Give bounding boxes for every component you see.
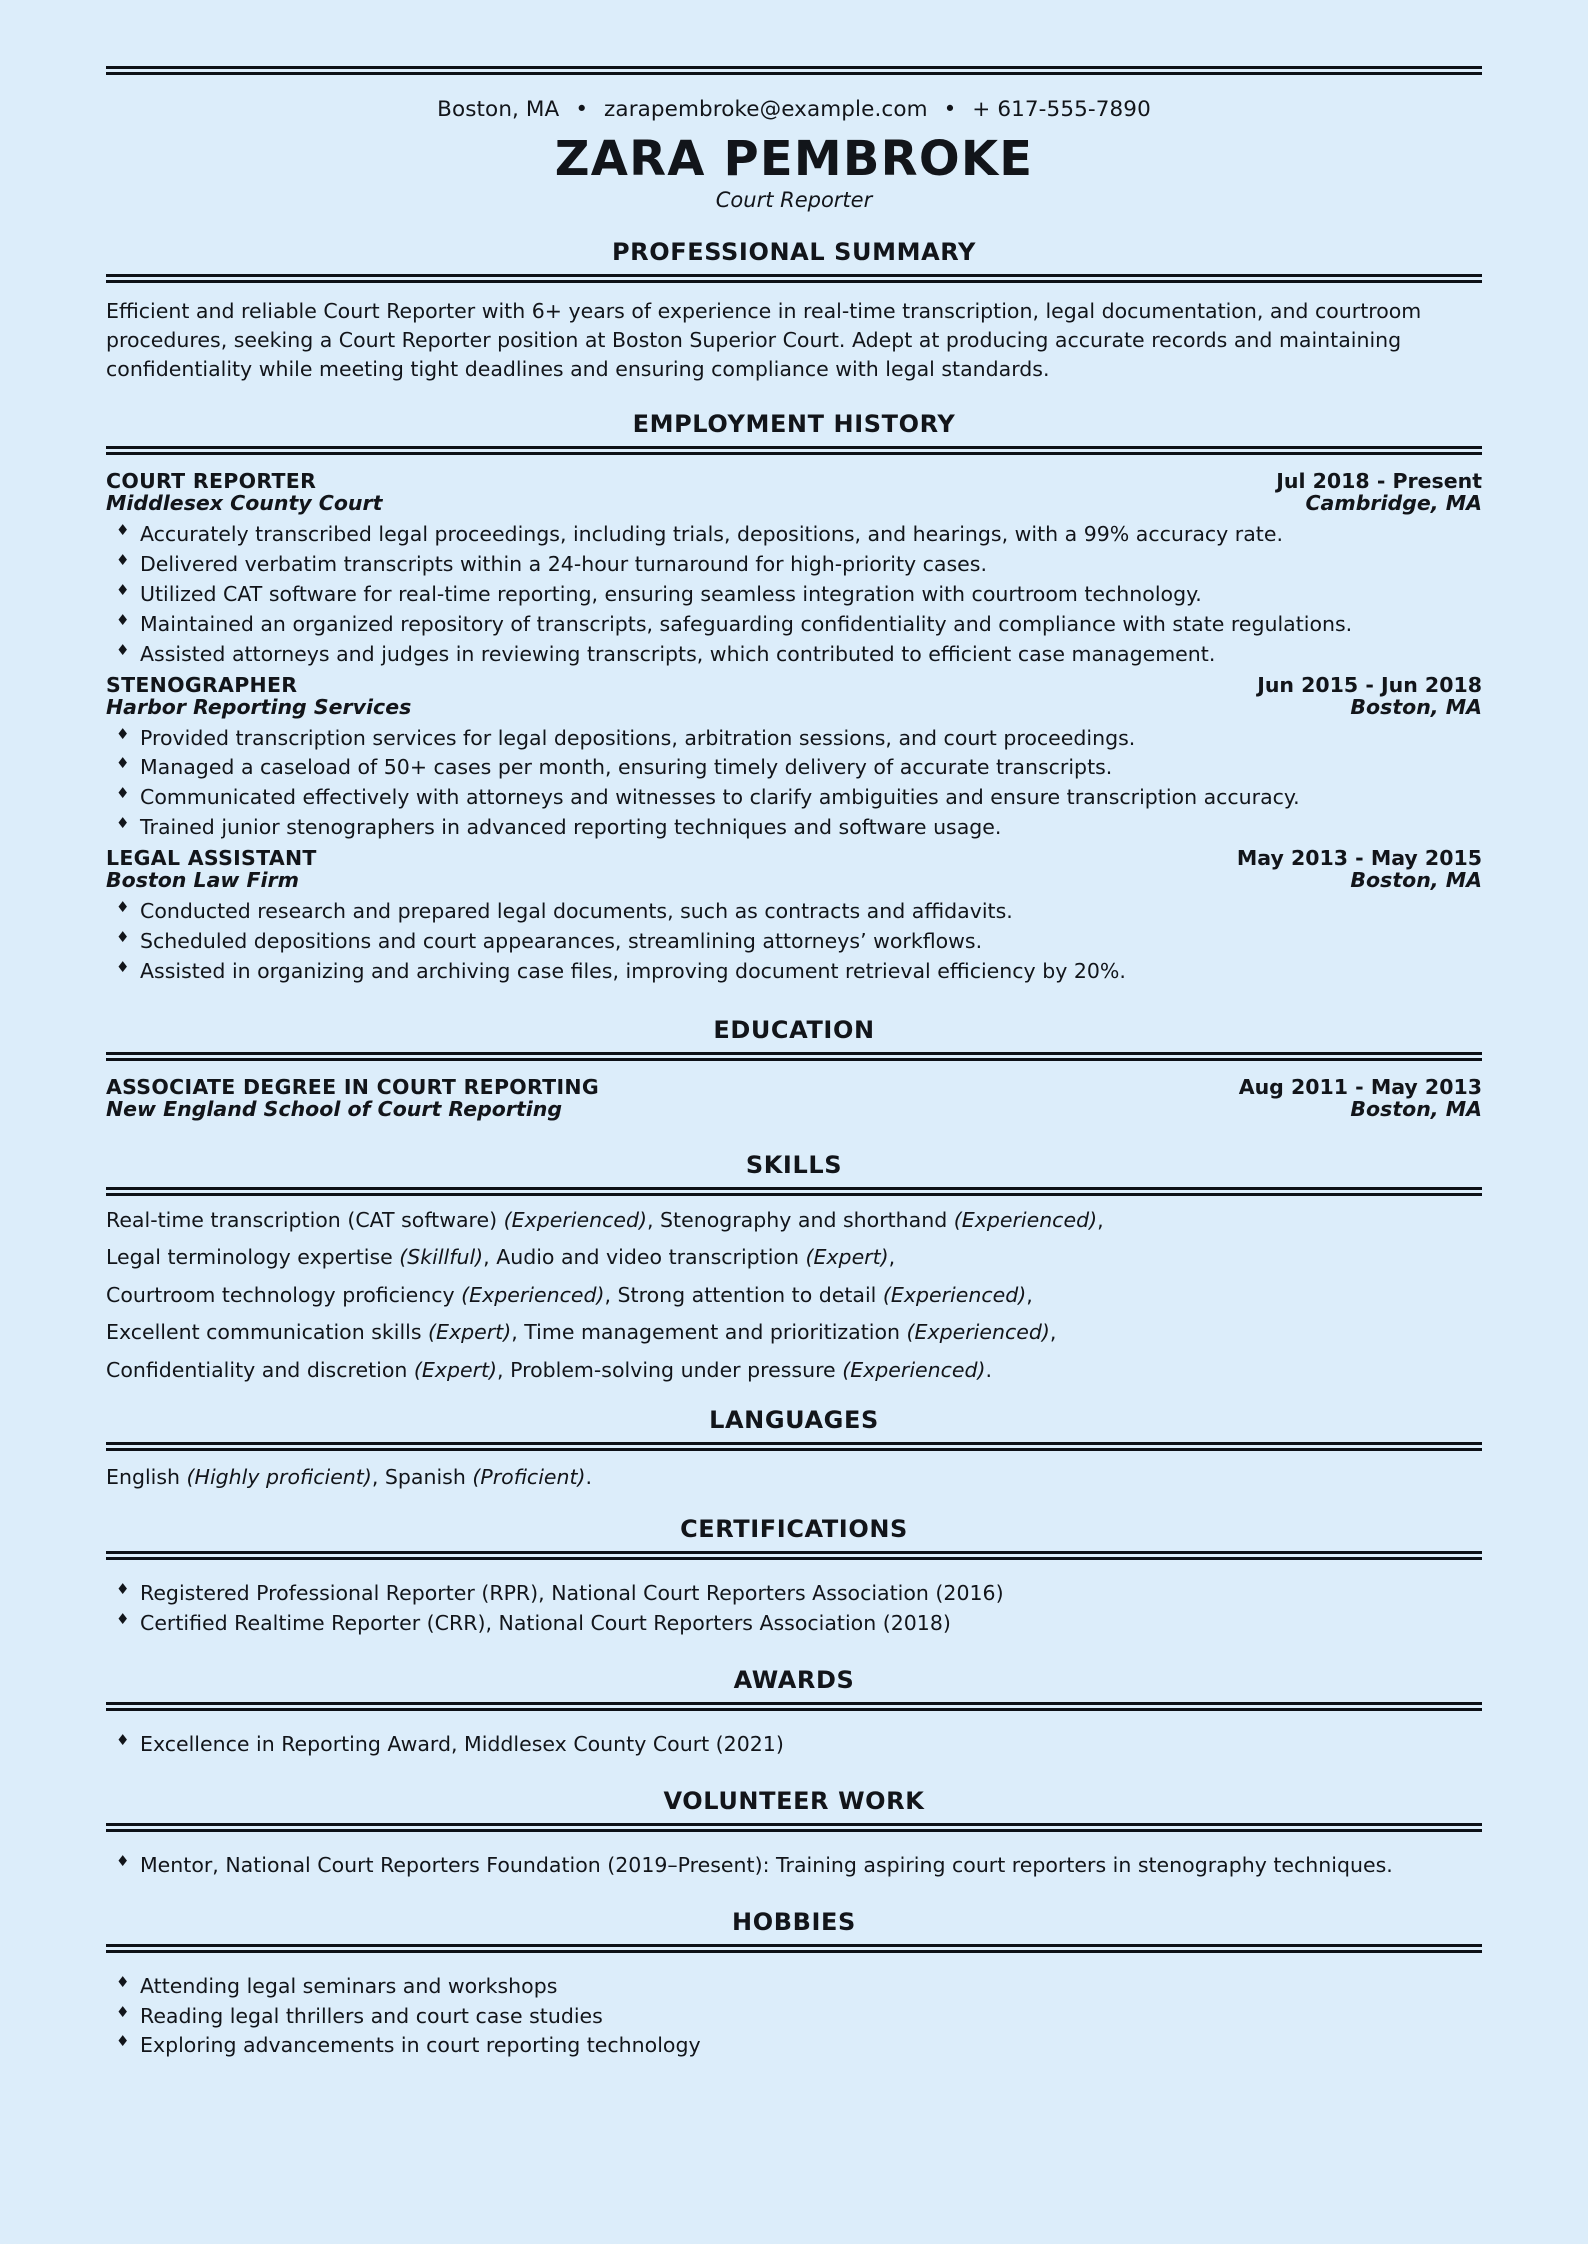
summary-section [106, 283, 1482, 384]
contact-location: Boston, MA [437, 97, 560, 122]
language-name: English [106, 1465, 187, 1490]
list-item: ♦ Utilized CAT software for real-time reporting, ensuring seamless integration with courtroom technology. [106, 581, 1482, 609]
skill-name: Audio and video transcription [496, 1245, 806, 1270]
entry-location: Cambridge, MA [1305, 491, 1482, 516]
bullet-separator-icon: • [943, 97, 957, 122]
skill-name: Stenography and shorthand [660, 1207, 954, 1232]
list-item: ♦ Provided transcription services for legal depositions, arbitration sessions, and court proceedings. [106, 725, 1482, 753]
list-item: ♦ Conducted research and prepared legal documents, such as contracts and affidavits. [106, 898, 1482, 926]
employment-entry [106, 673, 1482, 843]
language-level: (Highly proficient) [186, 1465, 372, 1490]
section-heading-employment: EMPLOYMENT HISTORY [632, 410, 956, 439]
skill-separator: , [647, 1207, 661, 1232]
skill-level: (Experienced) [882, 1282, 1027, 1307]
employment-entry [106, 469, 1482, 668]
skill-separator: , [888, 1245, 896, 1270]
skill-name: Confidentiality and discretion [106, 1357, 414, 1382]
skill-separator: , [483, 1245, 497, 1270]
entry-dates: May 2013 - May 2015 [1236, 846, 1482, 871]
section-heading-summary: PROFESSIONAL SUMMARY [611, 237, 977, 266]
skill-separator: , [497, 1357, 511, 1382]
entry-organization: Middlesex County Court [106, 491, 383, 516]
section-divider [106, 1187, 1482, 1196]
contact-line [106, 97, 1482, 122]
entry-title-row [106, 673, 1482, 697]
language-level: (Proficient) [472, 1465, 586, 1490]
education-title-row [106, 1075, 1482, 1099]
language-name: Spanish [384, 1465, 473, 1490]
skill-separator: , [511, 1320, 525, 1345]
language-separator: , [371, 1465, 385, 1490]
skill-line [106, 1207, 1482, 1232]
education-location: Boston, MA [1350, 1096, 1482, 1121]
section-divider [106, 274, 1482, 283]
list-item: ♦ Reading legal thrillers and court case studies [106, 2003, 1482, 2031]
entry-bullet-list [106, 725, 1482, 843]
entry-dates: Jun 2015 - Jun 2018 [1257, 672, 1482, 697]
section-divider [106, 1823, 1482, 1832]
list-item: ♦ Exploring advancements in court reporting technology [106, 2032, 1482, 2060]
entry-bullet-list [106, 521, 1482, 668]
certifications-section [106, 1560, 1482, 1638]
list-item: ♦ Scheduled depositions and court appearances, streamlining attorneys’ workflows. [106, 928, 1482, 956]
list-item: ♦ Accurately transcribed legal proceedings, including trials, depositions, and hearings, with a 99% accuracy rate. [106, 521, 1482, 549]
skill-name: Real-time transcription (CAT software) [106, 1207, 504, 1232]
skill-separator: , [1026, 1282, 1033, 1307]
employment-section [106, 455, 1482, 986]
volunteer-section [106, 1832, 1482, 1880]
skill-line [106, 1247, 1482, 1268]
entry-location: Boston, MA [1350, 694, 1482, 719]
section-heading-education: EDUCATION [713, 1015, 875, 1044]
skill-line [106, 1322, 1482, 1343]
hobbies-section [106, 1953, 1482, 2061]
section-heading-certifications: CERTIFICATIONS [680, 1515, 908, 1544]
list-item: ♦ Delivered verbatim transcripts within a 24-hour turnaround for high-priority cases. [106, 551, 1482, 579]
list-item: ♦ Certified Realtime Reporter (CRR), National Court Reporters Association (2018) [106, 1610, 1482, 1638]
list-item: ♦ Maintained an organized repository of transcripts, safeguarding confidentiality and compliance with state regulations. [106, 611, 1482, 639]
entry-bullet-list [106, 898, 1482, 986]
skill-level: (Experienced) [842, 1357, 986, 1382]
languages-line [106, 1465, 1482, 1489]
skill-separator: , [604, 1282, 618, 1307]
entry-job-title: LEGAL ASSISTANT [106, 846, 317, 871]
skill-level: (Experienced) [953, 1207, 1098, 1232]
section-divider [106, 1944, 1482, 1953]
list-item: ♦ Registered Professional Reporter (RPR), National Court Reporters Association (2016) [106, 1580, 1482, 1608]
top-divider [106, 66, 1482, 75]
entry-title-row [106, 469, 1482, 493]
education-school-row [106, 1097, 1482, 1121]
section-heading-skills: SKILLS [745, 1150, 843, 1179]
list-item: ♦ Attending legal seminars and workshops [106, 1973, 1482, 2001]
section-divider [106, 1442, 1482, 1451]
list-item: ♦ Mentor, National Court Reporters Foundation (2019–Present): Training aspiring court reporters in stenography techniques. [106, 1852, 1482, 1880]
employment-entry [106, 846, 1482, 986]
entry-organization: Boston Law Firm [106, 868, 299, 893]
candidate-title: Court Reporter [715, 187, 873, 212]
section-heading-volunteer: VOLUNTEER WORK [663, 1786, 925, 1815]
entry-title-row [106, 846, 1482, 870]
section-divider [106, 1052, 1482, 1061]
section-heading-awards: AWARDS [733, 1665, 855, 1694]
skill-name: Strong attention to detail [617, 1282, 883, 1307]
skill-name: Time management and prioritization [524, 1320, 907, 1345]
list-item: ♦ Trained junior stenographers in advanced reporting techniques and software usage. [106, 814, 1482, 842]
section-heading-languages: LANGUAGES [709, 1406, 879, 1435]
section-heading-hobbies: HOBBIES [732, 1907, 856, 1936]
entry-organization: Harbor Reporting Services [106, 694, 412, 719]
skill-line [106, 1357, 1482, 1382]
skills-section [106, 1196, 1482, 1381]
candidate-name: ZARA PEMBROKE [554, 131, 1034, 187]
languages-section [106, 1451, 1482, 1489]
education-entry [106, 1075, 1482, 1121]
list-item: ♦ Assisted in organizing and archiving case files, improving document retrieval efficiency by 20%. [106, 958, 1482, 986]
skill-line [106, 1282, 1482, 1307]
awards-list [106, 1731, 1482, 1759]
section-divider [106, 1551, 1482, 1560]
skill-level: (Skillful) [399, 1245, 484, 1270]
education-section [106, 1061, 1482, 1121]
skill-separator: , [1097, 1207, 1104, 1232]
certifications-list [106, 1580, 1482, 1638]
entry-job-title: COURT REPORTER [106, 469, 317, 494]
entry-org-row [106, 868, 1482, 892]
skill-level: (Experienced) [461, 1282, 605, 1307]
volunteer-list [106, 1852, 1482, 1880]
education-dates: Aug 2011 - May 2013 [1238, 1074, 1482, 1099]
skill-level: (Experienced) [906, 1320, 1050, 1345]
list-item: ♦ Assisted attorneys and judges in reviewing transcripts, which contributed to efficient case management. [106, 641, 1482, 669]
entry-dates: Jul 2018 - Present [1276, 469, 1482, 494]
entry-org-row [106, 695, 1482, 719]
entry-org-row [106, 491, 1482, 515]
skill-level: (Experienced) [503, 1207, 647, 1232]
skill-level: (Expert) [413, 1357, 498, 1382]
list-item: ♦ Excellence in Reporting Award, Middlesex County Court (2021) [106, 1731, 1482, 1759]
list-item: ♦ Communicated effectively with attorneys and witnesses to clarify ambiguities and ensure transcription accuracy. [106, 784, 1482, 812]
skill-name: Problem-solving under pressure [510, 1357, 843, 1382]
bullet-separator-icon: • [575, 97, 589, 122]
skill-name: Courtroom technology proficiency [106, 1282, 462, 1307]
hobbies-list [106, 1973, 1482, 2061]
entry-job-title: STENOGRAPHER [106, 672, 298, 697]
list-item: ♦ Managed a caseload of 50+ cases per month, ensuring timely delivery of accurate transcripts. [106, 754, 1482, 782]
skill-separator: . [985, 1357, 993, 1382]
education-degree: ASSOCIATE DEGREE IN COURT REPORTING [106, 1074, 599, 1099]
section-divider [106, 1702, 1482, 1711]
summary-text: Efficient and reliable Court Reporter with 6+ years of experience in real-time transcription, legal documentation, and courtroom procedures, seeking a Court Reporter position at Boston Superior Court. Adept at producing accurate records and maintaining confidentiality while meeting tight deadlines and ensuring compliance with legal standards. [106, 298, 1422, 382]
skill-level: (Expert) [428, 1320, 512, 1345]
skill-name: Excellent communication skills [106, 1320, 429, 1345]
entry-location: Boston, MA [1350, 868, 1482, 893]
skill-separator: , [1049, 1320, 1057, 1345]
language-separator: . [585, 1465, 593, 1490]
contact-phone[interactable]: + 617-555-7890 [972, 97, 1151, 122]
section-divider [106, 446, 1482, 455]
skill-name: Legal terminology expertise [106, 1245, 400, 1270]
skill-level: (Expert) [805, 1245, 889, 1270]
awards-section [106, 1711, 1482, 1759]
contact-email[interactable]: zarapembroke@example.com [604, 97, 928, 122]
education-school: New England School of Court Reporting [106, 1096, 563, 1121]
